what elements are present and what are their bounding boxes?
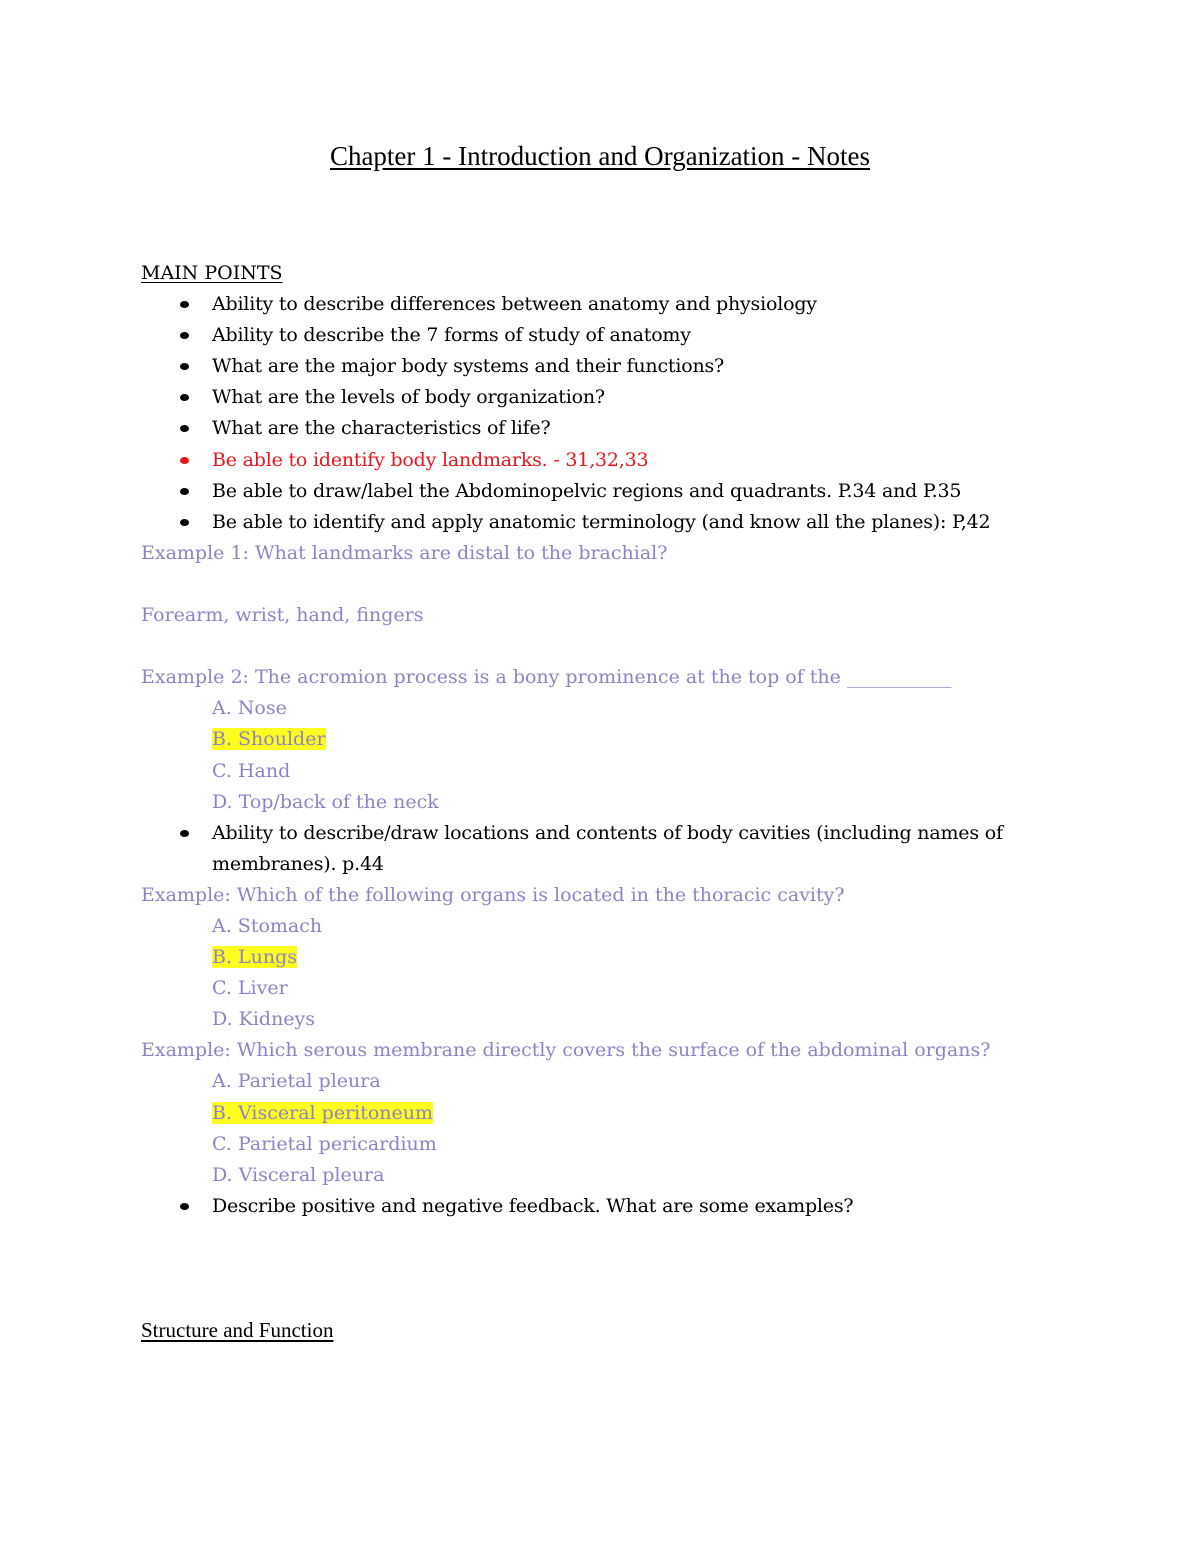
bullet-item: Be able to identify and apply anatomic terminology (and know all the planes): P,42 (141, 507, 1081, 538)
example3-option: A. Stomach (212, 914, 323, 937)
example2-option: D. Top/back of the neck (212, 790, 439, 813)
example1-question: Example 1: What landmarks are distal to the brachial? (141, 541, 668, 564)
bullet-dot-icon (180, 332, 189, 339)
example3-question: Example: Which of the following organs is located in the thoracic cavity? (141, 883, 845, 906)
bullet-item: What are the characteristics of life? (141, 413, 1081, 444)
bullet-dot-icon (180, 830, 189, 837)
example3-option-correct (141, 942, 1081, 973)
blank-line (141, 569, 1081, 600)
bullet-dot-icon (180, 363, 189, 370)
example4-question: Example: Which serous membrane directly covers the surface of the abdominal organs? (141, 1039, 991, 1062)
highlighted-answer: B. Shoulder (212, 728, 326, 751)
blank-space (141, 1222, 1081, 1315)
blank-line (141, 631, 1081, 662)
document-body (141, 258, 1081, 1346)
bullet-item: Ability to describe differences between anatomy and physiology (141, 289, 1081, 320)
bullet-dot-icon (180, 301, 189, 308)
bullet-dot-icon (180, 457, 189, 464)
bullet-dot-icon (180, 394, 189, 401)
example2-option: C. Hand (212, 759, 291, 782)
example4-option: A. Parietal pleura (212, 1070, 381, 1093)
example4-option: C. Parietal pericardium (212, 1132, 437, 1155)
bullet-dot-icon (180, 425, 189, 432)
bullet-dot-icon (180, 519, 189, 526)
page-title: Chapter 1 - Introduction and Organization - Notes (329, 141, 871, 171)
bullet-item: What are the levels of body organization? (141, 382, 1081, 413)
bullet-item-cavities: Ability to describe/draw locations and contents of body cavities (including names of membranes). p.44 (141, 818, 1092, 880)
bullet-item-feedback: Describe positive and negative feedback. What are some examples? (141, 1191, 1081, 1222)
bullet-item: Be able to draw/label the Abdominopelvic regions and quadrants. P.34 and P.35 (141, 476, 1081, 507)
example4-option: D. Visceral pleura (212, 1163, 385, 1186)
bullet-item: What are the major body systems and their functions? (141, 351, 1081, 382)
example2-option-correct (141, 724, 1081, 755)
example2-option: A. Nose (212, 697, 287, 720)
example1-answer: Forearm, wrist, hand, fingers (141, 604, 424, 627)
example2-question: Example 2: The acromion process is a bony prominence at the top of the ___________ (141, 666, 952, 689)
example3-option: C. Liver (212, 977, 288, 1000)
section-heading: Structure and Function (141, 1318, 334, 1343)
highlighted-answer: B. Visceral peritoneum (212, 1101, 434, 1124)
bullet-item: Ability to describe the 7 forms of study of anatomy (141, 320, 1081, 351)
example4-option-correct (141, 1098, 1081, 1129)
bullet-item-landmarks: Be able to identify body landmarks. - 31,32,33 (141, 445, 1081, 476)
highlighted-answer: B. Lungs (212, 946, 298, 969)
bullet-dot-icon (180, 1203, 189, 1210)
main-points-heading: MAIN POINTS (141, 262, 283, 284)
example3-option: D. Kidneys (212, 1008, 316, 1031)
bullet-dot-icon (180, 488, 189, 495)
